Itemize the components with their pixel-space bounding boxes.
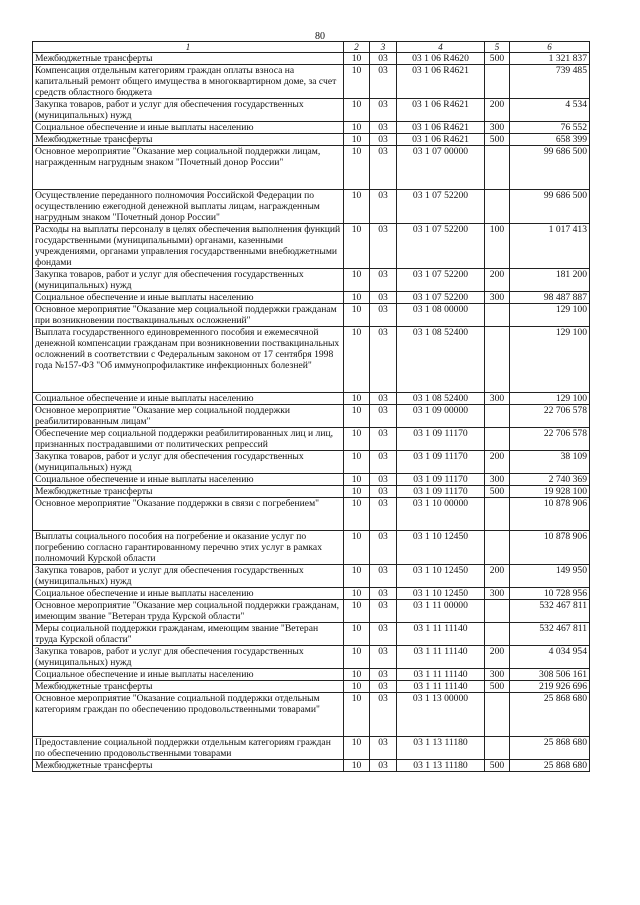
budget-table	[32, 41, 590, 772]
cell-subsection: 03	[370, 681, 397, 693]
cell-target-code: 03 1 08 00000	[397, 304, 485, 327]
cell-expense-type	[485, 623, 510, 646]
cell-section: 10	[344, 146, 370, 190]
cell-name: Основное мероприятие "Оказание мер социальной поддержки реабилитированным лицам"	[33, 405, 344, 428]
cell-subsection: 03	[370, 451, 397, 474]
cell-amount: 129 100	[510, 393, 590, 405]
table-row	[33, 405, 590, 428]
cell-amount: 10 878 906	[510, 531, 590, 565]
cell-target-code: 03 1 10 12450	[397, 565, 485, 588]
cell-target-code: 03 1 06 R4621	[397, 122, 485, 134]
cell-name: Основное мероприятие "Оказание мер социальной поддержки лицам, награжденным нагрудным знаком "Почетный донор России"	[33, 146, 344, 190]
header-col-6: 6	[510, 42, 590, 53]
cell-amount: 129 100	[510, 304, 590, 327]
cell-expense-type	[485, 327, 510, 393]
cell-target-code: 03 1 09 11170	[397, 486, 485, 498]
cell-name: Основное мероприятие "Оказание мер социальной поддержки гражданам при возникновении поствакцинальных осложнений"	[33, 304, 344, 327]
cell-subsection: 03	[370, 146, 397, 190]
cell-name: Осуществление переданного полномочия Российской Федерации по осуществлению ежегодной денежной выплаты лицам, награжденным нагрудным знаком "Почетный донор России"	[33, 190, 344, 224]
cell-target-code: 03 1 13 11180	[397, 760, 485, 772]
cell-expense-type: 300	[485, 292, 510, 304]
cell-subsection: 03	[370, 99, 397, 122]
table-row	[33, 737, 590, 760]
cell-expense-type	[485, 498, 510, 531]
table-row	[33, 393, 590, 405]
cell-expense-type	[485, 304, 510, 327]
cell-amount: 1 321 837	[510, 53, 590, 65]
cell-name: Закупка товаров, работ и услуг для обеспечения государственных (муниципальных) нужд	[33, 565, 344, 588]
cell-target-code: 03 1 11 11140	[397, 646, 485, 669]
table-row	[33, 669, 590, 681]
cell-amount: 99 686 500	[510, 146, 590, 190]
cell-expense-type: 200	[485, 565, 510, 588]
cell-subsection: 03	[370, 224, 397, 269]
page-number: 80	[315, 31, 325, 42]
cell-name: Социальное обеспечение и иные выплаты населению	[33, 474, 344, 486]
table-row	[33, 224, 590, 269]
cell-amount: 4 034 954	[510, 646, 590, 669]
table-row	[33, 498, 590, 531]
cell-amount: 2 740 369	[510, 474, 590, 486]
cell-section: 10	[344, 122, 370, 134]
cell-subsection: 03	[370, 393, 397, 405]
cell-target-code: 03 1 09 11170	[397, 474, 485, 486]
cell-expense-type: 200	[485, 99, 510, 122]
cell-name: Социальное обеспечение и иные выплаты населению	[33, 292, 344, 304]
cell-expense-type: 300	[485, 122, 510, 134]
table-row	[33, 623, 590, 646]
cell-target-code: 03 1 13 11180	[397, 737, 485, 760]
cell-subsection: 03	[370, 122, 397, 134]
table-row	[33, 65, 590, 99]
cell-target-code: 03 1 08 52400	[397, 327, 485, 393]
cell-section: 10	[344, 693, 370, 737]
cell-amount: 10 728 956	[510, 588, 590, 600]
cell-section: 10	[344, 474, 370, 486]
cell-subsection: 03	[370, 498, 397, 531]
header-col-5: 5	[485, 42, 510, 53]
cell-name: Межбюджетные трансферты	[33, 486, 344, 498]
header-col-4: 4	[397, 42, 485, 53]
cell-expense-type	[485, 65, 510, 99]
cell-name: Закупка товаров, работ и услуг для обеспечения государственных (муниципальных) нужд	[33, 269, 344, 292]
cell-subsection: 03	[370, 600, 397, 623]
cell-name: Закупка товаров, работ и услуг для обеспечения государственных (муниципальных) нужд	[33, 646, 344, 669]
table-row	[33, 681, 590, 693]
cell-name: Выплата государственного единовременного пособия и ежемесячной денежной компенсации гражданам при возникновении поствакцинальных осложнений в соответствии с Федеральным законом от 17 сентября 1998 года №157-ФЗ "Об иммунопрофилактике инфекционных болезней"	[33, 327, 344, 393]
cell-section: 10	[344, 498, 370, 531]
cell-section: 10	[344, 393, 370, 405]
cell-expense-type: 500	[485, 53, 510, 65]
cell-amount: 25 868 680	[510, 737, 590, 760]
table-row	[33, 327, 590, 393]
cell-expense-type: 300	[485, 669, 510, 681]
cell-expense-type: 200	[485, 269, 510, 292]
header-col-1: 1	[33, 42, 344, 53]
cell-target-code: 03 1 06 R4621	[397, 65, 485, 99]
cell-amount: 76 552	[510, 122, 590, 134]
cell-target-code: 03 1 07 52200	[397, 224, 485, 269]
table-row	[33, 134, 590, 146]
cell-expense-type: 500	[485, 681, 510, 693]
cell-section: 10	[344, 304, 370, 327]
cell-expense-type	[485, 531, 510, 565]
cell-name: Межбюджетные трансферты	[33, 760, 344, 772]
cell-target-code: 03 1 08 52400	[397, 393, 485, 405]
cell-expense-type: 500	[485, 760, 510, 772]
table-row	[33, 531, 590, 565]
cell-expense-type	[485, 190, 510, 224]
cell-expense-type: 300	[485, 588, 510, 600]
cell-amount: 181 200	[510, 269, 590, 292]
cell-subsection: 03	[370, 304, 397, 327]
cell-amount: 10 878 906	[510, 498, 590, 531]
cell-section: 10	[344, 760, 370, 772]
cell-name: Межбюджетные трансферты	[33, 681, 344, 693]
table-row	[33, 146, 590, 190]
cell-amount: 25 868 680	[510, 760, 590, 772]
cell-amount: 25 868 680	[510, 693, 590, 737]
cell-subsection: 03	[370, 190, 397, 224]
cell-name: Социальное обеспечение и иные выплаты населению	[33, 669, 344, 681]
cell-subsection: 03	[370, 486, 397, 498]
cell-subsection: 03	[370, 428, 397, 451]
cell-amount: 19 928 100	[510, 486, 590, 498]
cell-expense-type	[485, 693, 510, 737]
cell-name: Компенсация отдельным категориям граждан оплаты взноса на капитальный ремонт общего имущества в многоквартирном доме, за счет средств областного бюджета	[33, 65, 344, 99]
cell-expense-type: 200	[485, 451, 510, 474]
cell-name: Социальное обеспечение и иные выплаты населению	[33, 122, 344, 134]
cell-section: 10	[344, 451, 370, 474]
cell-amount: 308 506 161	[510, 669, 590, 681]
cell-target-code: 03 1 11 00000	[397, 600, 485, 623]
cell-name: Основное мероприятие "Оказание социальной поддержки отдельным категориям граждан по обеспечению продовольственными товарами"	[33, 693, 344, 737]
cell-amount: 532 467 811	[510, 623, 590, 646]
cell-subsection: 03	[370, 565, 397, 588]
cell-section: 10	[344, 486, 370, 498]
cell-name: Межбюджетные трансферты	[33, 134, 344, 146]
table-row	[33, 269, 590, 292]
table-header-row	[33, 42, 590, 53]
cell-amount: 22 706 578	[510, 405, 590, 428]
cell-section: 10	[344, 53, 370, 65]
cell-subsection: 03	[370, 693, 397, 737]
table-row	[33, 292, 590, 304]
cell-expense-type: 200	[485, 646, 510, 669]
cell-target-code: 03 1 11 11140	[397, 681, 485, 693]
table-row	[33, 428, 590, 451]
table-row	[33, 486, 590, 498]
cell-section: 10	[344, 327, 370, 393]
cell-name: Обеспечение мер социальной поддержки реабилитированных лиц и лиц, признанных пострадавшими от политических репрессий	[33, 428, 344, 451]
cell-section: 10	[344, 681, 370, 693]
cell-name: Выплаты социального пособия на погребение и оказание услуг по погребению согласно гарантированному перечню этих услуг в рамках полномочий Курской области	[33, 531, 344, 565]
cell-subsection: 03	[370, 65, 397, 99]
cell-amount: 38 109	[510, 451, 590, 474]
cell-target-code: 03 1 06 R4621	[397, 134, 485, 146]
cell-section: 10	[344, 669, 370, 681]
cell-target-code: 03 1 10 12450	[397, 531, 485, 565]
header-col-3: 3	[370, 42, 397, 53]
cell-subsection: 03	[370, 646, 397, 669]
cell-name: Закупка товаров, работ и услуг для обеспечения государственных (муниципальных) нужд	[33, 99, 344, 122]
cell-section: 10	[344, 646, 370, 669]
cell-subsection: 03	[370, 623, 397, 646]
cell-subsection: 03	[370, 134, 397, 146]
cell-section: 10	[344, 405, 370, 428]
cell-target-code: 03 1 07 00000	[397, 146, 485, 190]
cell-target-code: 03 1 07 52200	[397, 190, 485, 224]
table-row	[33, 760, 590, 772]
cell-subsection: 03	[370, 269, 397, 292]
cell-name: Закупка товаров, работ и услуг для обеспечения государственных (муниципальных) нужд	[33, 451, 344, 474]
cell-section: 10	[344, 428, 370, 451]
cell-subsection: 03	[370, 327, 397, 393]
cell-section: 10	[344, 531, 370, 565]
cell-target-code: 03 1 07 52200	[397, 292, 485, 304]
cell-name: Социальное обеспечение и иные выплаты населению	[33, 588, 344, 600]
cell-section: 10	[344, 134, 370, 146]
cell-section: 10	[344, 600, 370, 623]
table-row	[33, 646, 590, 669]
cell-amount: 129 100	[510, 327, 590, 393]
cell-name: Межбюджетные трансферты	[33, 53, 344, 65]
cell-expense-type	[485, 737, 510, 760]
cell-section: 10	[344, 737, 370, 760]
table-row	[33, 588, 590, 600]
cell-subsection: 03	[370, 474, 397, 486]
table-row	[33, 565, 590, 588]
table-row	[33, 190, 590, 224]
cell-expense-type	[485, 428, 510, 451]
table-row	[33, 99, 590, 122]
cell-amount: 4 534	[510, 99, 590, 122]
cell-expense-type	[485, 405, 510, 428]
cell-subsection: 03	[370, 669, 397, 681]
cell-name: Расходы на выплаты персоналу в целях обеспечения выполнения функций государственными (муниципальными) органами, казенными учреждениями, органами управления государственными внебюджетными фондами	[33, 224, 344, 269]
cell-target-code: 03 1 09 11170	[397, 451, 485, 474]
cell-amount: 219 926 696	[510, 681, 590, 693]
cell-target-code: 03 1 11 11140	[397, 669, 485, 681]
cell-name: Основное мероприятие "Оказание мер социальной поддержки гражданам, имеющим звание "Ветеран труда Курской области"	[33, 600, 344, 623]
cell-subsection: 03	[370, 405, 397, 428]
table-row	[33, 122, 590, 134]
cell-expense-type	[485, 600, 510, 623]
cell-subsection: 03	[370, 737, 397, 760]
cell-target-code: 03 1 06 R4620	[397, 53, 485, 65]
cell-amount: 532 467 811	[510, 600, 590, 623]
cell-expense-type: 300	[485, 474, 510, 486]
cell-amount: 1 017 413	[510, 224, 590, 269]
cell-amount: 98 487 887	[510, 292, 590, 304]
table-row	[33, 474, 590, 486]
cell-target-code: 03 1 11 11140	[397, 623, 485, 646]
cell-name: Предоставление социальной поддержки отдельным категориям граждан по обеспечению продовольственными товарами	[33, 737, 344, 760]
table-row	[33, 693, 590, 737]
cell-target-code: 03 1 07 52200	[397, 269, 485, 292]
cell-subsection: 03	[370, 53, 397, 65]
cell-amount: 99 686 500	[510, 190, 590, 224]
cell-expense-type: 300	[485, 393, 510, 405]
cell-section: 10	[344, 292, 370, 304]
cell-section: 10	[344, 269, 370, 292]
cell-subsection: 03	[370, 292, 397, 304]
table-row	[33, 451, 590, 474]
header-col-2: 2	[344, 42, 370, 53]
cell-target-code: 03 1 09 11170	[397, 428, 485, 451]
cell-section: 10	[344, 588, 370, 600]
cell-target-code: 03 1 06 R4621	[397, 99, 485, 122]
cell-subsection: 03	[370, 531, 397, 565]
cell-expense-type	[485, 146, 510, 190]
cell-target-code: 03 1 10 00000	[397, 498, 485, 531]
cell-target-code: 03 1 10 12450	[397, 588, 485, 600]
cell-target-code: 03 1 13 00000	[397, 693, 485, 737]
cell-amount: 22 706 578	[510, 428, 590, 451]
cell-section: 10	[344, 99, 370, 122]
cell-section: 10	[344, 565, 370, 588]
cell-expense-type: 500	[485, 134, 510, 146]
cell-expense-type: 500	[485, 486, 510, 498]
cell-section: 10	[344, 190, 370, 224]
cell-section: 10	[344, 623, 370, 646]
cell-amount: 149 950	[510, 565, 590, 588]
cell-target-code: 03 1 09 00000	[397, 405, 485, 428]
cell-expense-type: 100	[485, 224, 510, 269]
table-row	[33, 600, 590, 623]
cell-name: Меры социальной поддержки гражданам, имеющим звание "Ветеран труда Курской области"	[33, 623, 344, 646]
cell-amount: 739 485	[510, 65, 590, 99]
cell-section: 10	[344, 65, 370, 99]
table-row	[33, 53, 590, 65]
cell-name: Социальное обеспечение и иные выплаты населению	[33, 393, 344, 405]
cell-section: 10	[344, 224, 370, 269]
table-row	[33, 304, 590, 327]
cell-name: Основное мероприятие "Оказание поддержки в связи с погребением"	[33, 498, 344, 531]
cell-subsection: 03	[370, 760, 397, 772]
cell-subsection: 03	[370, 588, 397, 600]
cell-amount: 658 399	[510, 134, 590, 146]
